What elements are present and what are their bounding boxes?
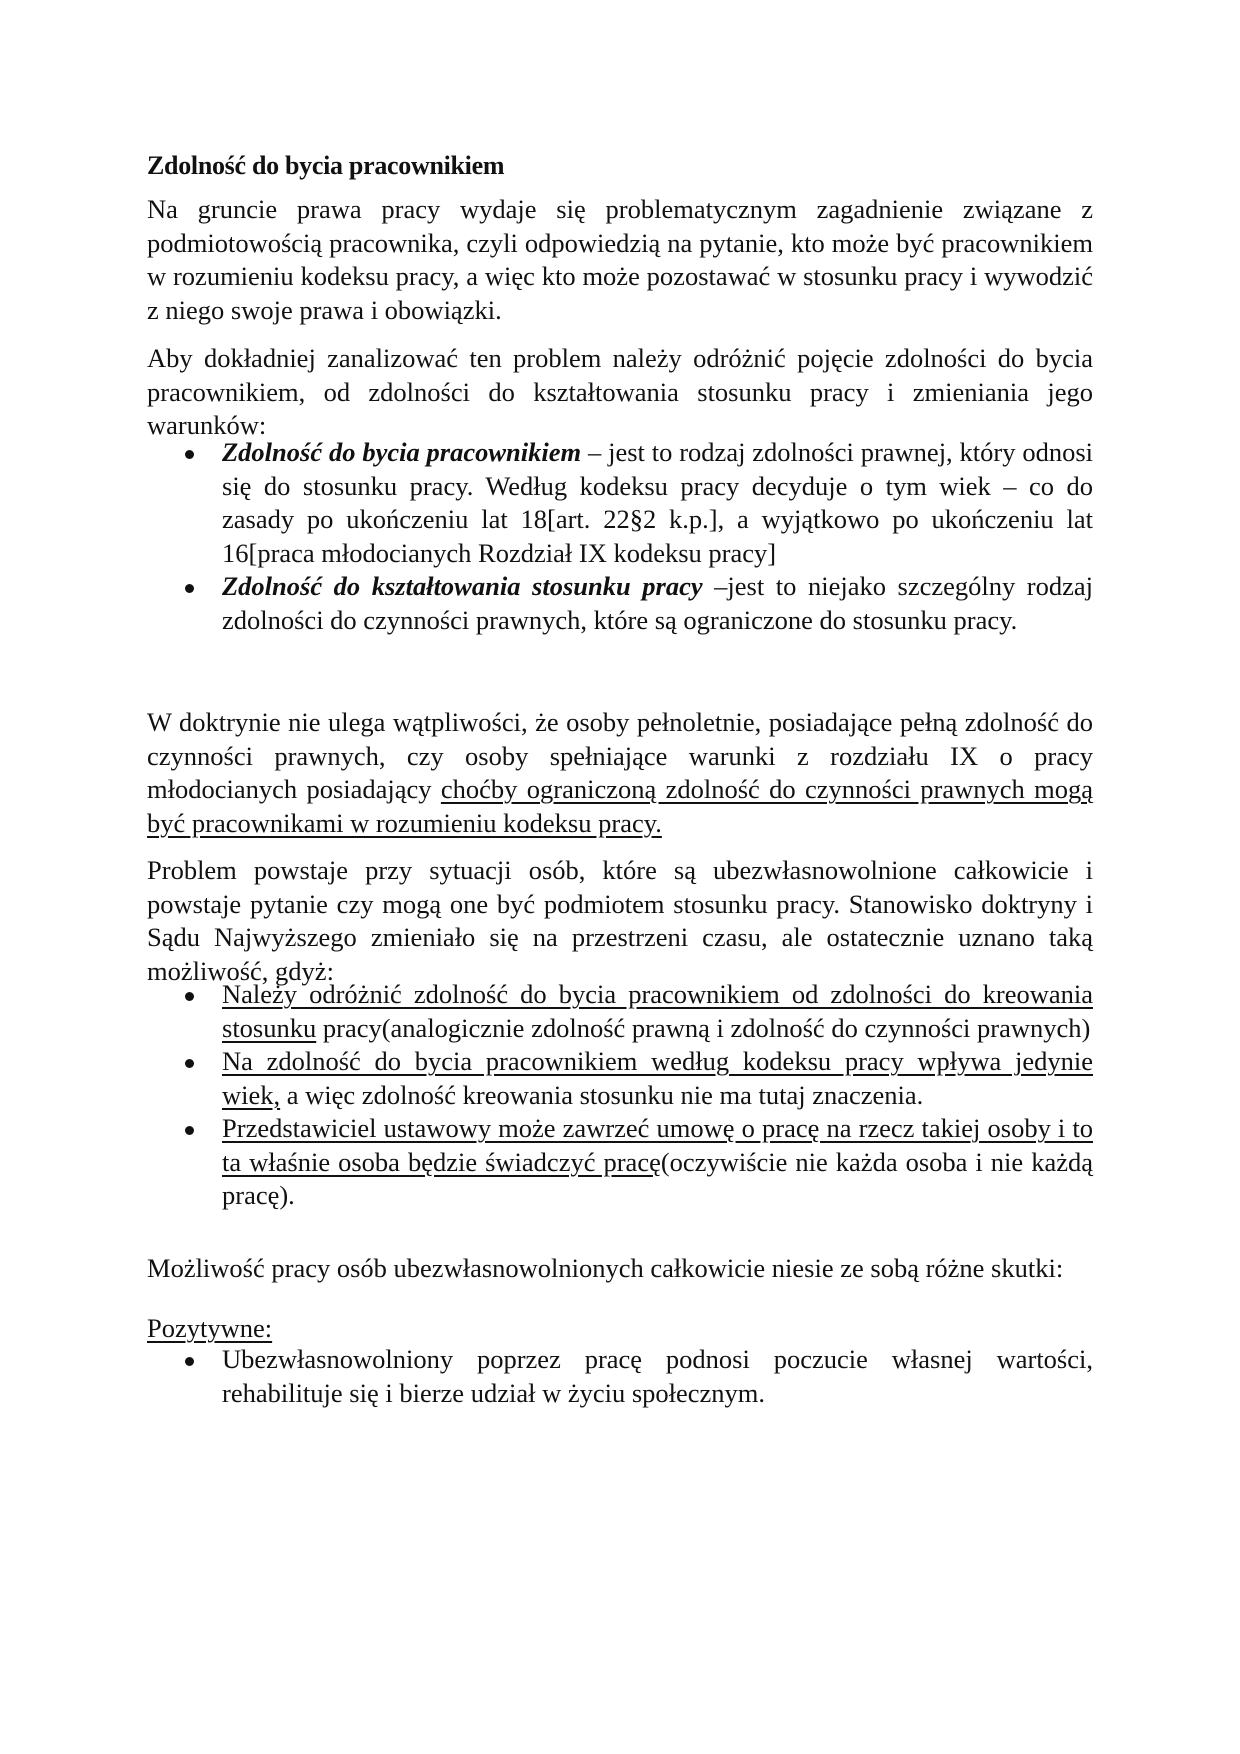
list-item xyxy=(147,1045,1093,1112)
definition: –jest to niejako szczególny rodzaj zdolności do czynności prawnych, które są ograniczone do stosunku pracy. xyxy=(222,571,1093,635)
reason-text: a więc zdolność kreowania stosunku nie ma tutaj znaczenia. xyxy=(280,1079,924,1110)
paragraph-doctrine xyxy=(147,706,1093,840)
paragraph-analysis: Aby dokładniej zanalizować ten problem należy odróżnić pojęcie zdolności do bycia pracownikiem, od zdolności do kształtowania stosunku pracy i zmieniania jego warunków: xyxy=(147,343,1093,440)
list-item xyxy=(147,1112,1093,1213)
doctrine-underlined: choćby ograniczoną zdolność do czynności prawnych mogą być pracownikami w rozumieniu kodeksu pracy. xyxy=(147,774,1093,838)
reason-underlined: Przedstawiciel ustawowy może zawrzeć umowę o pracę na rzecz takiej osoby i to ta właśnie osoba będzie świadczyć pracę xyxy=(222,1113,1093,1177)
bullet-icon xyxy=(185,1059,194,1068)
positive-text: Ubezwłasnowolniony poprzez pracę podnosi poczucie własnej wartości, rehabilituje się i bierze udział w życiu społecznym. xyxy=(222,1344,1093,1408)
bullet-icon xyxy=(185,1126,194,1135)
reasons-list xyxy=(147,978,1093,1213)
reason-underlined: Należy odróżnić zdolność do bycia pracownikiem od zdolności do kreowania stosunku xyxy=(222,979,1093,1043)
definition: – jest to rodzaj zdolności prawnej, który odnosi się do stosunku pracy. Według kodeksu pracy decyduje o tym wiek – co do zasady po ukończeniu lat 18[art. 22§2 k.p.], a wyjątkowo po ukończeniu lat 16[praca młodocianych Rozdział IX kodeksu pracy] xyxy=(222,437,1093,568)
bullet-icon xyxy=(185,992,194,1001)
paragraph-effects: Możliwość pracy osób ubezwłasnowolnionych całkowicie niesie ze sobą różne skutki: xyxy=(147,1253,1064,1283)
document-title: Zdolność do bycia pracownikiem xyxy=(147,151,505,180)
list-item xyxy=(147,978,1093,1045)
subheading-positive: Pozytywne: xyxy=(147,1313,273,1343)
list-item xyxy=(147,436,1093,570)
reason-text: (oczywiście nie każda osoba i nie każdą pracę). xyxy=(222,1146,1093,1210)
list-item xyxy=(147,570,1093,637)
doctrine-text: W doktrynie nie ulega wątpliwości, że osoby pełnoletnie, posiadające pełną zdolność do czynności prawnych, czy osoby spełniające warunki z rozdziału IX o pracy młodocianych posiadający xyxy=(147,707,1093,804)
positive-list xyxy=(147,1343,1093,1410)
definitions-list xyxy=(147,436,1093,637)
term: Zdolność do kształtowania stosunku pracy xyxy=(222,571,703,601)
paragraph-intro: Na gruncie prawa pracy wydaje się problematycznym zagadnienie związane z podmiotowością pracownika, czyli odpowiedzią na pytanie, kto może być pracownikiem w rozumieniu kodeksu pracy, a więc kto może pozostawać w stosunku pracy i wywodzić z niego swoje prawa i obowiązki. xyxy=(147,194,1093,325)
bullet-icon xyxy=(185,450,194,459)
bullet-icon xyxy=(185,1357,194,1366)
reason-underlined: Na zdolność do bycia pracownikiem według kodeksu pracy wpływa jedynie wiek, xyxy=(222,1046,1093,1110)
term: Zdolność do bycia pracownikiem xyxy=(222,437,582,467)
paragraph-problem: Problem powstaje przy sytuacji osób, które są ubezwłasnowolnione całkowicie i powstaje pytanie czy mogą one być podmiotem stosunku pracy. Stanowisko doktryny i Sądu Najwyższego zmieniało się na przestrzeni czasu, ale ostatecznie uznano taką możliwość, gdyż: xyxy=(147,855,1093,986)
reason-text: pracy(analogicznie zdolność prawną i zdolność do czynności prawnych) xyxy=(316,1012,1091,1043)
list-item xyxy=(147,1343,1093,1410)
bullet-icon xyxy=(185,584,194,593)
